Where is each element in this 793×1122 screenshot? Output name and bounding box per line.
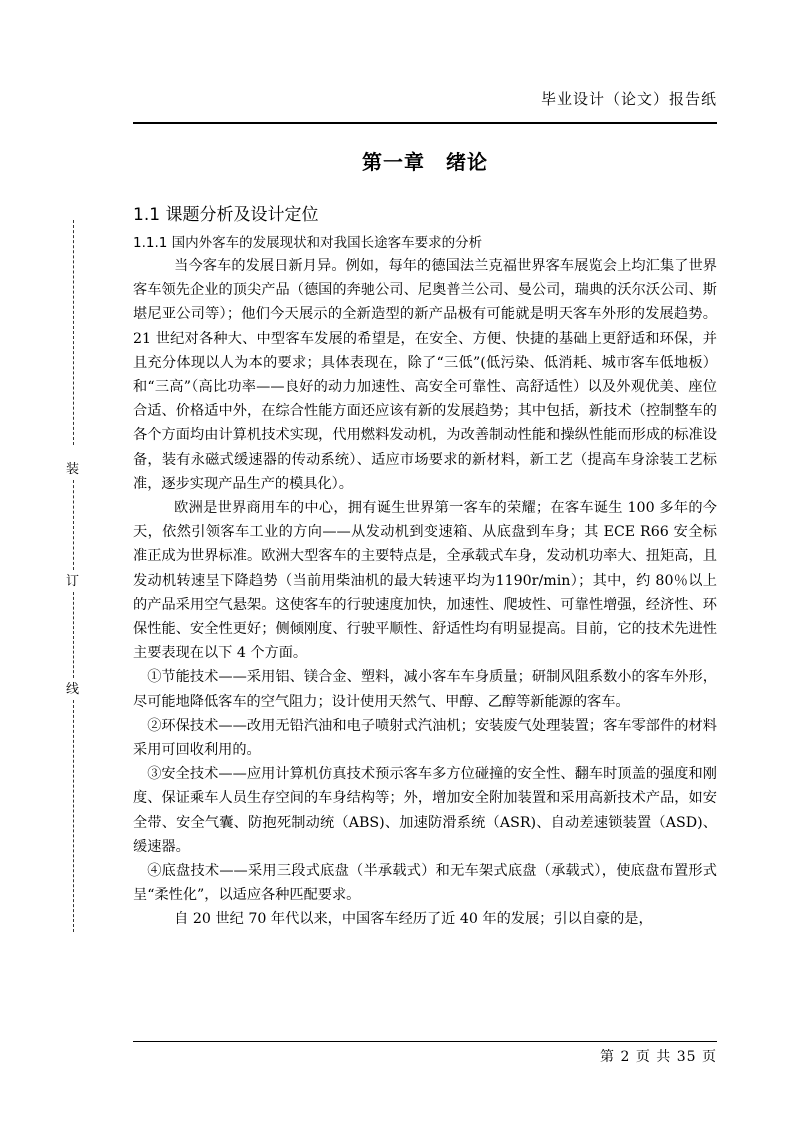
subsection-title: 1.1.1 国内外客车的发展现状和对我国长途客车要求的分析 (133, 235, 483, 251)
binding-mark-ding: 订 (66, 574, 80, 589)
binding-mark-xian: 线 (66, 682, 80, 697)
binding-dash-segment (73, 592, 74, 678)
section-title: 1.1 课题分析及设计定位 (133, 205, 319, 225)
footer-divider (133, 1041, 717, 1042)
binding-dash-segment (73, 220, 74, 445)
header-divider (133, 122, 717, 124)
binding-dash-segment (73, 480, 74, 570)
binding-mark-zhuang: 装 (66, 462, 80, 477)
body-text (133, 254, 717, 932)
list-item: ③安全技术——应用计算机仿真技术预示客车多方位碰撞的安全性、翻车时顶盖的强度和刚度、保证乘车人员生存空间的车身结构等；外，增加安全附加装置和采用高新技术产品，如安全带、安全气囊、防抱死制动统（ABS)、加速防滑系统（ASR)、自动差速锁装置（ASD)、缓速器。 (133, 766, 717, 855)
paragraph: 当今客车的发展日新月异。例如，每年的德国法兰克福世界客车展览会上均汇集了世界客车领先企业的顶尖产品（德国的奔驰公司、尼奥普兰公司、曼公司，瑞典的沃尔沃公司、斯堪尼亚公司等）；他们今天展示的全新造型的新产品极有可能就是明天客车外形的发展趋势。21 世纪对各种大、中型客车发展的希望是，在安全、方便、快捷的基础上更舒适和环保，并且充分体现以人为本的要求；具体表现在，除了“三低”(低污染、低消耗、城市客车低地板）和“三高”（高比功率——良好的动力加速性、高安全可靠性、高舒适性）以及外观优美、座位合适、价格适中外，在综合性能方面还应该有新的发展趋势；其中包括，新技术（控制整车的各个方面均由计算机技术实现，代用燃料发动机，为改善制动性能和操纵性能而形成的标准设备，装有永磁式缓速器的传动系统）、适应市场要求的新材料，新工艺（提高车身涂装工艺标准，逐步实现产品生产的模具化）。 (133, 258, 717, 492)
page-number: 第 2 页 共 35 页 (600, 1049, 717, 1065)
chapter-title: 第一章 绪论 (362, 150, 488, 174)
binding-line (68, 220, 80, 932)
list-item: ②环保技术——改用无铅汽油和电子喷射式汽油机；安装废气处理装置；客车零部件的材料采用可回收利用的。 (133, 717, 717, 759)
list-item: ④底盘技术——采用三段式底盘（半承载式）和无车架式底盘（承载式），使底盘布置形式呈“柔性化”，以适应各种匹配要求。 (133, 863, 717, 904)
paragraph: 欧洲是世界商用车的中心，拥有诞生世界第一客车的荣耀；在客车诞生 100 多年的今天，依然引领客车工业的方向——从发动机到变速箱、从底盘到车身；其 ECE R66 安全标准正成为世界标准。欧洲大型客车的主要特点是，全承载式车身，发动机功率大、扭矩高，且发动机转速呈下降趋势（当前用柴油机的最大转速平均为1190r/min）；其中，约 80％以上的产品采用空气悬架。这使客车的行驶速度加快，加速性、爬坡性、可靠性增强，经济性、环保性能、安全性更好；侧倾刚度、行驶平顺性、舒适性均有明显提高。目前，它的技术先进性主要表现在以下 4 个方面。 (133, 500, 717, 662)
page-header-title: 毕业设计（论文）报告纸 (540, 90, 717, 108)
list-item: ①节能技术——采用铝、镁合金、塑料，减小客车车身质量；研制风阻系数小的客车外形，尽可能地降低客车的空气阻力；设计使用天然气、甲醇、乙醇等新能源的客车。 (133, 669, 717, 710)
binding-dash-segment (73, 700, 74, 932)
paragraph: 自 20 世纪 70 年代以来，中国客车经历了近 40 年的发展；引以自豪的是， (174, 911, 653, 928)
